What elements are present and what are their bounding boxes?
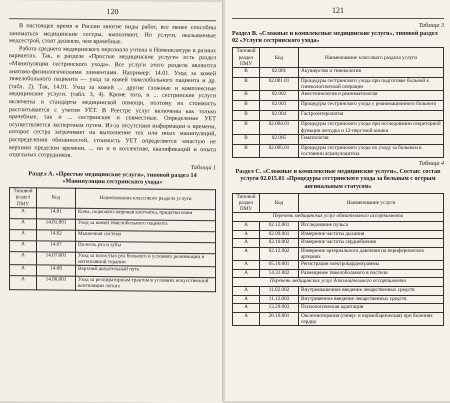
table-row (233, 312, 444, 325)
table-row (233, 295, 444, 304)
table-row (233, 68, 444, 78)
cell-section: А (233, 247, 260, 260)
cell-name: Уход за полостью рта больного в условиях реанимации и интенсивной терапии (76, 252, 216, 267)
cell-code: 14.07 (37, 241, 76, 252)
table-header-row (10, 188, 216, 210)
cell-code: 20.10.001 (260, 312, 299, 325)
cell-name: Верхний дыхательный путь (76, 265, 216, 277)
paragraph-intro: В настоящее время в России многие виды работ, все менее способны заниматься медицинские сестры, выполняют. Но услуги, оказываемые медсестрой, стоят дешевле, чем врачебные. (9, 23, 216, 46)
col-header-code: Код (37, 188, 76, 208)
cell-section: А (10, 251, 37, 265)
cell-code: 02.001 (260, 68, 299, 78)
cell-name: Измерение частоты сердцебиения (299, 239, 444, 248)
cell-code: 02.12.001 (260, 222, 299, 231)
col-header-name: Наименование классового раздела услуги (299, 48, 444, 68)
table1-caption: Таблица 1 (190, 164, 216, 171)
cell-section: А (233, 239, 260, 248)
cell-section: А (233, 269, 260, 278)
cell-code: 02.09.001 (260, 230, 299, 239)
header-rule (9, 18, 216, 21)
cell-name: Акушерство и гинекология (299, 68, 444, 78)
subheader-additional: Перечень медицинских услуг дополнительного ассортимента (233, 278, 444, 287)
cell-name: Полость рта и зубы (76, 241, 216, 253)
table-row (233, 78, 444, 91)
table-row (233, 101, 444, 111)
cell-name: Внутривенное введение лекарственных средств (299, 295, 444, 304)
cell-name: Мышечная система (76, 230, 216, 242)
cell-section: А (233, 261, 260, 270)
cell-code: 02.10.002 (260, 239, 299, 248)
cell-section: В (233, 78, 260, 91)
table3 (232, 47, 444, 158)
col-header-section: Типовой раздел ПМУ (10, 188, 37, 208)
col-header-code: Код (260, 193, 299, 213)
table-row (233, 121, 444, 134)
table-row (233, 222, 444, 231)
cell-code: 02.002 (260, 91, 299, 101)
cell-section: В (233, 101, 260, 111)
col-header-name: Наименование классового раздела услуги (76, 188, 216, 209)
cell-code: 02.004.01 (260, 121, 299, 134)
cell-code: 14.08.001 (37, 276, 76, 290)
col-header-section: Типовой раздел ПМУ (233, 193, 260, 213)
table-row (233, 144, 444, 157)
cell-section: А (233, 295, 260, 304)
header-rule (232, 18, 444, 19)
page-number-right: 121 (332, 6, 344, 15)
cell-name: Анестезиология и реаниматология (299, 91, 444, 101)
table-row (233, 91, 444, 101)
table-row (10, 276, 216, 292)
left-page (0, 0, 223, 403)
cell-section: В (233, 111, 260, 121)
cell-code: 05.10.001 (260, 261, 299, 270)
cell-code: 14.08 (37, 265, 76, 276)
cell-name: Регистрация электрокардиограммы (299, 261, 444, 270)
cell-code: 14.31.002 (260, 269, 299, 278)
cell-name: Гематология (299, 134, 444, 144)
table-row (233, 304, 444, 313)
cell-name: Процедуры сестринского ухода у реанимационного больного (299, 101, 444, 111)
cell-section: А (233, 230, 260, 239)
table-row (233, 247, 444, 260)
right-page (225, 0, 450, 401)
cell-section: А (233, 312, 260, 325)
cell-section: В (233, 121, 260, 134)
cell-section: В (233, 91, 260, 101)
cell-name: Психологическая адаптация (299, 304, 444, 313)
cell-code: 02.005.01 (260, 144, 299, 157)
cell-name: Гастроэнтерология (299, 111, 444, 121)
cell-name: Кожа, подкожно-жировая клетчатка, придатки кожи (76, 208, 216, 220)
table-subheader-row (233, 278, 444, 287)
cell-code: 14.07.001 (37, 252, 76, 266)
cell-name: Процедуры сестринского ухода при подготовке больной к гинекологической операции (299, 78, 444, 91)
cell-code: 02.001.01 (260, 78, 299, 91)
table-row (233, 261, 444, 270)
cell-section: А (233, 287, 260, 296)
table-row (233, 230, 444, 239)
cell-code: 02.004 (260, 111, 299, 121)
table-row (233, 134, 444, 144)
cell-section: А (10, 276, 37, 290)
cell-code: 02.12.002 (260, 247, 299, 260)
cell-name: Уход за кожей тяжелобольного пациента (76, 219, 216, 231)
table-subheader-row (233, 213, 444, 222)
table4 (232, 193, 444, 326)
cell-name: Внутримышечное введение лекарственных средств (299, 287, 444, 296)
paragraph-main: Работа среднего медицинского персонала учтена в Номенклатуре в разных вариантах. Так, в разделе «Простые медицинские услуги» есть раздел «Манипуляции сестринского ухода». Все услуги этого раздела являются анатомо-физиологическими элементами. Например: 14.01. Уход за кожей тяжелобольного пациента — уход за кожей тяжелобольного пациента и др. (табл. 2). Так, 14.01. Уход за кожей ... другие сложные и комплексные медицинские услуги. (табл. 3, 4). Кроме того, в ... сестринские услуги включены в стандарты медицинской помощи, поэтому их стоимость рассчитывается с учетом УЕТ. В Реестре услуг включены как только врачебные, так и ... сестринские и совместные. Определение УЕТ осуществляется экспертным путем. Из-за отсутствия информации о времени, которое сестра затрачивает на выполнение тех или иных манипуляций, распределения обязанностей, стоимость УЕТ определяется зачастую не верхним пределом времени, ... но и в коллективе, квалификаций и опыта отдельных сотрудников. (9, 45, 216, 159)
cell-section: В (233, 134, 260, 144)
cell-name: Исследование пульса (299, 222, 444, 231)
cell-section: А (10, 229, 37, 240)
cell-code: 11.12.003 (260, 295, 299, 304)
cell-code: 14.01 (37, 208, 76, 219)
cell-code: 14.02 (37, 230, 76, 241)
subheader-mandatory: Перечень медицинских услуг обязательного ассортимента (233, 213, 444, 222)
cell-code: 02.003 (260, 101, 299, 111)
cell-code: 11.02.002 (260, 287, 299, 296)
cell-name: Измерение артериального давления на периферических артериях (299, 247, 444, 260)
cell-name: Оксигенотерапия (гипер- и нормобарическая) при болезнях сердца (299, 312, 444, 325)
page-number-left: 120 (106, 7, 119, 17)
cell-name: Процедуры сестринского ухода при исследовании секреторной функции желудка и 12-перстной кишки (299, 121, 444, 134)
cell-code: 13.29.003 (260, 304, 299, 313)
col-header-code: Код (260, 48, 299, 68)
cell-code: 02.005 (260, 134, 299, 144)
cell-name: Уход за респираторным трактом в условиях искусственной вентиляции легких (76, 276, 216, 291)
table1 (9, 187, 216, 292)
table-row (233, 111, 444, 121)
table-row (233, 287, 444, 296)
cell-name: Размещение тяжелобольного в постели (299, 269, 444, 278)
cell-name: Измерение частоты дыхания (299, 230, 444, 239)
table4-title: Раздел С. «Сложные и комплексные медицинские услуги», Состав: состав услуги 02.015.01 «Процедуры сестринского ухода за больным с острым ангинальным статусом» (235, 169, 441, 190)
cell-code: 14.01.001 (37, 219, 76, 230)
cell-section: А (10, 207, 37, 218)
cell-section: А (233, 222, 260, 231)
cell-section: А (233, 304, 260, 313)
table-row (233, 269, 444, 278)
table1-title: Раздел А. «Простые медицинские услуги», типовой раздел 14 «Манипуляции сестринского ухода» (28, 170, 197, 186)
table-header-row (233, 48, 444, 68)
table3-caption: Таблица 3 (418, 23, 444, 29)
table3-title: Раздел В. «Сложные и комплексные медицинские услуги», типовой раздел 02 «Услуги сестринского ухода» (232, 31, 438, 45)
cell-section: В (233, 68, 260, 78)
cell-section: А (10, 265, 37, 276)
table-row (233, 239, 444, 248)
cell-section: А (10, 218, 37, 229)
col-header-section: Типовой раздел ПМУ (233, 48, 260, 68)
table4-caption: Таблица 4 (418, 161, 444, 168)
cell-section: В (233, 144, 260, 157)
col-header-name: Наименование услуги (299, 193, 444, 213)
table-header-row (233, 193, 444, 213)
cell-section: А (10, 240, 37, 251)
cell-name: Процедуры сестринского ухода по уходу за больным в состоянии агранулоцитоза (299, 144, 444, 157)
